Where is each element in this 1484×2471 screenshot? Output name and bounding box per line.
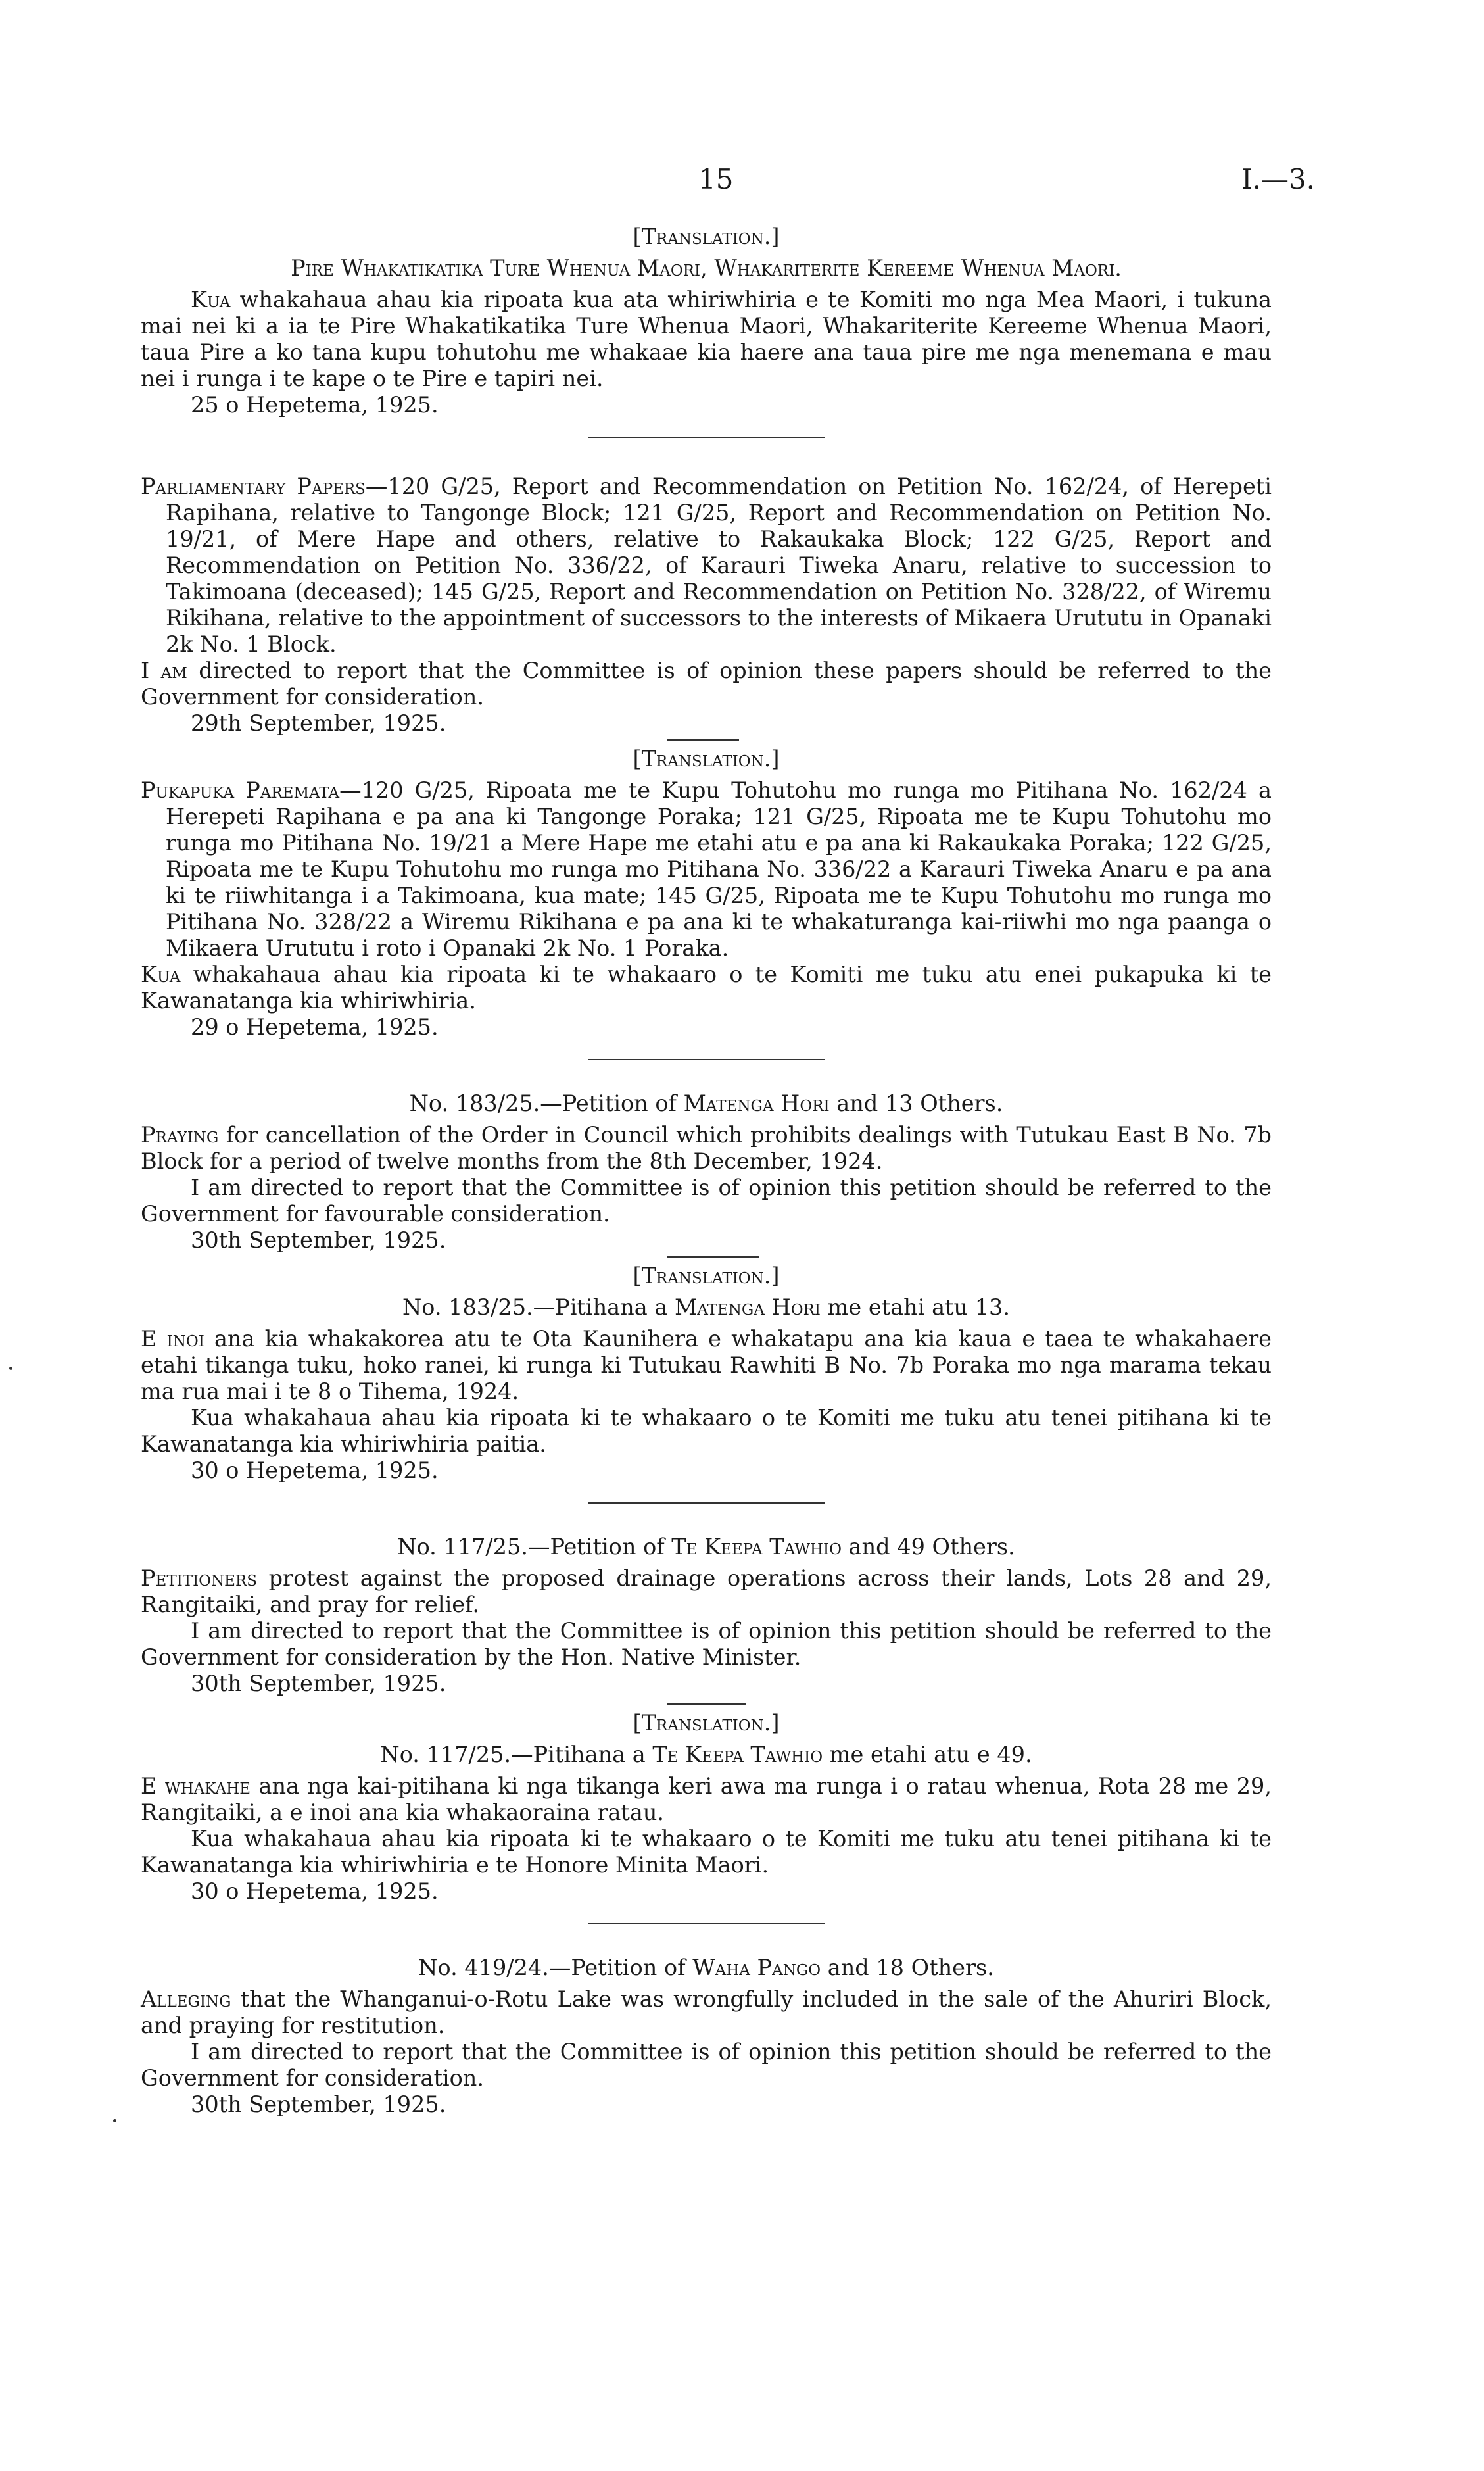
petition-117-translation-section bbox=[141, 1703, 1272, 1924]
paragraph-text: —120 G/25, Report and Recommendation on Petition No. 162/24, of Herepeti Rapihana, relative to Tangonge Block; 121 G/25, Report and Recommendation on Petition No. 19/21, of Mere Hape and others, relative to Rakaukaka Block; 122 G/25, Report and Recommendation on Petition No. 336/22, of Karauri Tiweka Anaru, relative to succession to Takimoana (deceased); 145 G/25, Report and Recommendation on Petition No. 328/22, of Wiremu Rikihana, relative to the appointment of successors to the interests of Mikaera Urututu in Opanaki 2k No. 1 Block. bbox=[166, 474, 1272, 657]
report-date: 30th September, 1925. bbox=[191, 1227, 446, 1253]
petition-title: No. 183/25.—Pitihana a Matenga Hori me etahi atu 13. bbox=[402, 1294, 1011, 1320]
committee-report: I am directed to report that the Committee is of opinion this petition should be referred to the Government for consideration. bbox=[141, 2039, 1272, 2091]
lead-word: Kua bbox=[191, 287, 231, 312]
report-date: 29th September, 1925. bbox=[191, 710, 446, 736]
lead-word: Petitioners bbox=[141, 1565, 258, 1591]
paragraph-text: protest against the proposed drainage operations across their lands, Lots 28 and 29, Rangitaiki, and pray for relief. bbox=[141, 1565, 1272, 1617]
report-date: 30 o Hepetema, 1925. bbox=[191, 1457, 439, 1483]
petitioner-name: Matenga Hori bbox=[674, 1294, 821, 1320]
petition-paragraph bbox=[141, 1773, 1272, 1826]
page-number: 15 bbox=[698, 163, 734, 195]
paragraph-text: that the Whanganui-o-Rotu Lake was wrongfully included in the sale of the Ahuriri Block, and praying for restitution. bbox=[141, 1986, 1272, 2038]
translation-label: [Translation.] bbox=[633, 1263, 780, 1288]
paragraph-text: directed to report that the Committee is of opinion these papers should be referred to the Government for consideration. bbox=[141, 658, 1272, 710]
petition-paragraph bbox=[141, 1565, 1272, 1618]
lead-word: Pukapuka Paremata bbox=[141, 777, 340, 803]
report-date: 29 o Hepetema, 1925. bbox=[191, 1014, 439, 1040]
petition-117-section bbox=[141, 1534, 1272, 1697]
section-divider bbox=[588, 1923, 825, 1924]
paragraph-text: ana nga kai-pitihana ki nga tikanga keri awa ma runga i o ratau whenua, Rota 28 me 29, Rangitaiki, a e inoi ana kia whakaoraina ratau. bbox=[141, 1773, 1272, 1825]
report-date: 30th September, 1925. bbox=[191, 2092, 446, 2117]
petitioner-name: Waha Pango bbox=[692, 1955, 821, 1980]
short-divider bbox=[667, 1703, 746, 1705]
lead-word: Praying bbox=[141, 1122, 219, 1148]
paper-reference: I.—3. bbox=[1241, 163, 1316, 195]
section-divider bbox=[588, 1502, 825, 1504]
petition-title: No. 117/25.—Pitihana a Te Keepa Tawhio me etahi atu e 49. bbox=[380, 1742, 1032, 1767]
section-divider bbox=[588, 1059, 825, 1060]
petition-419-section bbox=[141, 1955, 1272, 2118]
translation-label: [Translation.] bbox=[633, 1710, 780, 1736]
petition-title: No. 183/25.—Petition of Matenga Hori and 13 Others. bbox=[409, 1090, 1003, 1116]
petition-paragraph bbox=[141, 1986, 1272, 2039]
paragraph-text: whakahaua ahau kia ripoata kua ata whiriwhiria e te Komiti mo nga Mea Maori, i tukuna mai nei ki a ia te Pire Whakatikatika Ture Whenua Maori, Whakariterite Kereeme Whenua Maori, taua Pire a ko tana kupu tohutohu me whakaae kia haere ana taua pire me nga menemana e mau nei i runga i te kape o te Pire e tapiri nei. bbox=[141, 287, 1272, 391]
petitioner-name: Te Keepa Tawhio bbox=[652, 1742, 823, 1767]
lead-word: Parliamentary Papers bbox=[141, 474, 366, 499]
report-date: 30th September, 1925. bbox=[191, 1671, 446, 1696]
petition-paragraph bbox=[141, 1326, 1272, 1405]
papers-paragraph bbox=[141, 777, 1272, 962]
paragraph-text: for cancellation of the Order in Council which prohibits dealings with Tutukau East B No. 7b Block for a period of twelve months from the 8th December, 1924. bbox=[141, 1122, 1272, 1174]
petitioner-name: Matenga Hori bbox=[683, 1090, 830, 1116]
lead-word: E whakahe bbox=[141, 1773, 251, 1799]
report-date: 30 o Hepetema, 1925. bbox=[191, 1878, 439, 1904]
lead-word: Kua bbox=[141, 962, 181, 987]
parliamentary-papers-section bbox=[141, 474, 1272, 737]
lead-word: E inoi bbox=[141, 1326, 204, 1352]
paragraph-text: whakahaua ahau kia ripoata ki te whakaaro o te Komiti me tuku atu enei pukapuka ki te Kawanatanga kia whiriwhiria. bbox=[141, 962, 1272, 1014]
scan-mark bbox=[9, 1367, 12, 1370]
petition-title: No. 117/25.—Petition of Te Keepa Tawhio and 49 Others. bbox=[397, 1534, 1015, 1559]
translation-papers-section bbox=[141, 739, 1272, 1060]
section-divider bbox=[588, 437, 825, 438]
committee-report bbox=[141, 962, 1272, 1014]
report-date: 25 o Hepetema, 1925. bbox=[191, 392, 439, 418]
bill-title: Pire Whakatikatika Ture Whenua Maori, Whakariterite Kereeme Whenua Maori. bbox=[291, 255, 1122, 281]
petition-paragraph bbox=[141, 1122, 1272, 1175]
short-divider bbox=[667, 739, 739, 741]
bill-report-paragraph bbox=[141, 287, 1272, 392]
committee-report: I am directed to report that the Committee is of opinion this petition should be referred to the Government for favourable consideration. bbox=[141, 1175, 1272, 1227]
lead-word: Alleging bbox=[141, 1986, 231, 2012]
petition-183-section bbox=[141, 1090, 1272, 1254]
petitioner-name: Te Keepa Tawhio bbox=[671, 1534, 842, 1559]
committee-report: Kua whakahaua ahau kia ripoata ki te whakaaro o te Komiti me tuku atu tenei pitihana ki te Kawanatanga kia whiriwhiria paitia. bbox=[141, 1405, 1272, 1457]
short-divider bbox=[667, 1256, 759, 1258]
paragraph-text: —120 G/25, Ripoata me te Kupu Tohutohu mo runga mo Pitihana No. 162/24 a Herepeti Rapihana e pa ana ki Tangonge Poraka; 121 G/25, Ripoata me te Kupu Tohutohu mo runga mo Pitihana No. 19/21 a Mere Hape me etahi atu e pa ana ki Rakaukaka Poraka; 122 G/25, Ripoata me te Kupu Tohutohu mo runga mo Pitihana No. 336/22 a Karauri Tiweka Anaru e pa ana ki te riiwhitanga i a Takimoana, kua mate; 145 G/25, Ripoata me te Kupu Tohutohu mo runga mo Pitihana No. 328/22 a Wiremu Rikihana e pa ana ki te whakaturanga kai-riiwhi mo nga paanga o Mikaera Urututu i roto i Opanaki 2k No. 1 Poraka. bbox=[166, 777, 1272, 961]
lead-word: I am bbox=[141, 658, 187, 683]
translation-bill-section bbox=[141, 224, 1272, 438]
petition-183-translation-section bbox=[141, 1256, 1272, 1504]
translation-label: [Translation.] bbox=[633, 224, 780, 249]
committee-report: Kua whakahaua ahau kia ripoata ki te whakaaro o te Komiti me tuku atu tenei pitihana ki te Kawanatanga kia whiriwhiria e te Honore Minita Maori. bbox=[141, 1826, 1272, 1878]
scan-mark bbox=[113, 2119, 116, 2122]
committee-report bbox=[141, 658, 1272, 710]
petition-title: No. 419/24.—Petition of Waha Pango and 18 Others. bbox=[418, 1955, 994, 1980]
translation-label: [Translation.] bbox=[633, 746, 780, 771]
page-content bbox=[141, 224, 1272, 2118]
papers-paragraph bbox=[141, 474, 1272, 658]
paragraph-text: ana kia whakakorea atu te Ota Kaunihera e whakatapu ana kia kaua e taea te whakahaere etahi tikanga tuku, hoko ranei, ki runga ki Tutukau Rawhiti B No. 7b Poraka mo nga marama tekau ma rua mai i te 8 o Tihema, 1924. bbox=[141, 1326, 1272, 1404]
committee-report: I am directed to report that the Committee is of opinion this petition should be referred to the Government for consideration by the Hon. Native Minister. bbox=[141, 1618, 1272, 1670]
